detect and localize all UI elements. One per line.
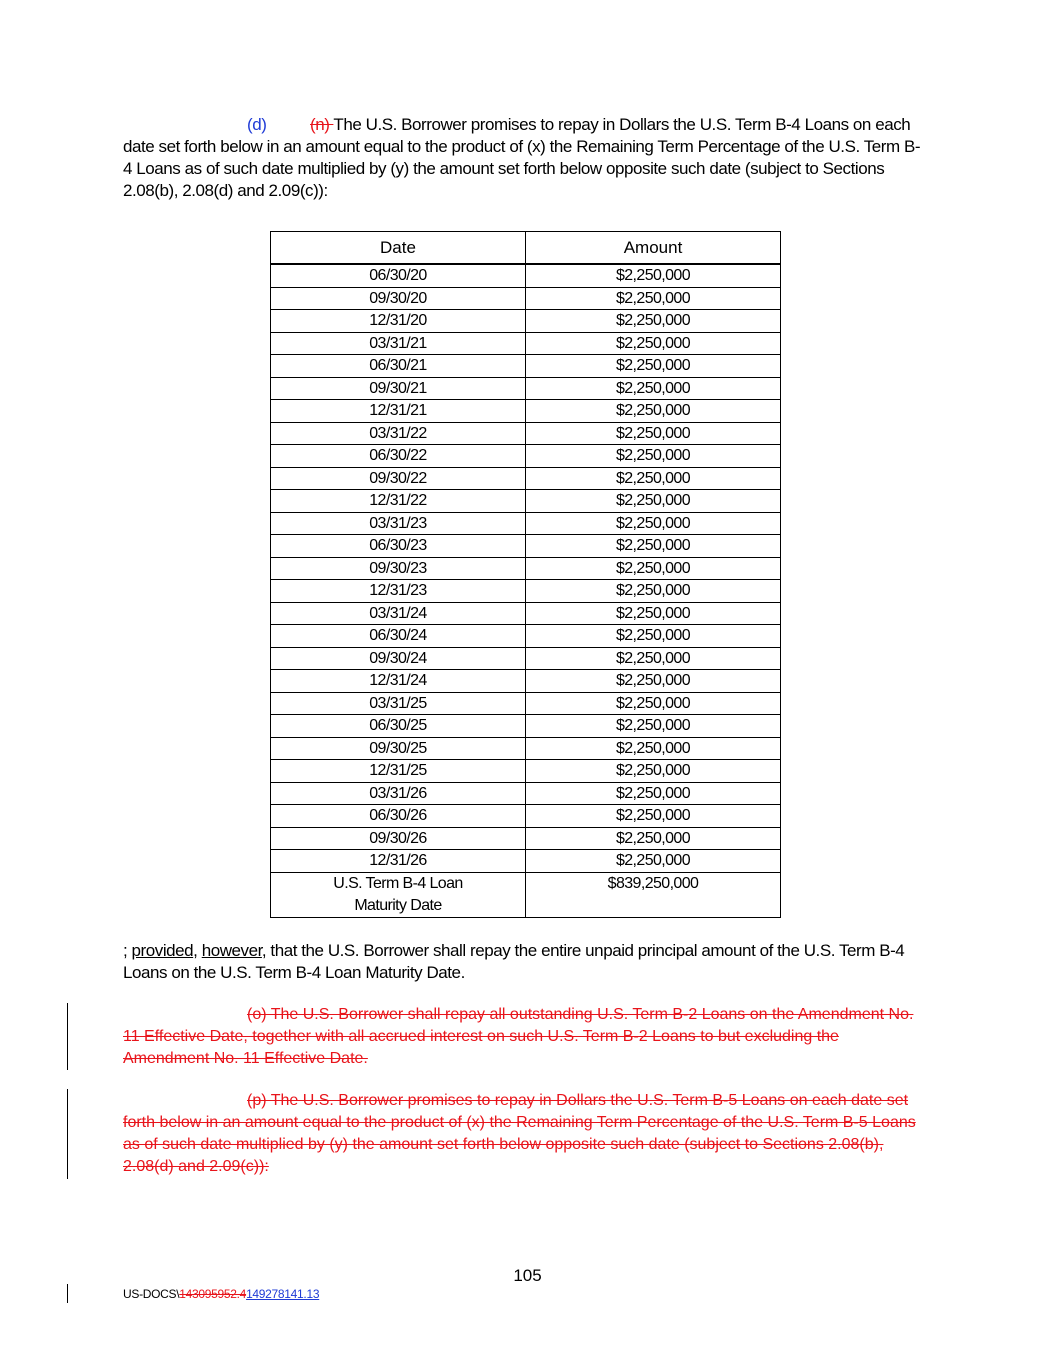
proviso-comma: ,: [193, 941, 202, 960]
table-row: [271, 625, 781, 648]
date-cell: 06/30/21: [271, 355, 526, 378]
date-cell: 06/30/26: [271, 805, 526, 828]
proviso-text: , that the U.S. Borrower shall repay the entire unpaid principal amount of the U.S. Term B-4 Loans on the U.S. Term B-4 Loan Maturity Date.: [123, 941, 905, 982]
change-bar: [67, 1003, 68, 1070]
date-cell: 12/31/25: [271, 760, 526, 783]
date-cell: 09/30/26: [271, 827, 526, 850]
table-row: [271, 602, 781, 625]
amount-cell: $2,250,000: [526, 625, 781, 648]
table-row: [271, 287, 781, 310]
table-row: [271, 827, 781, 850]
amount-cell: $2,250,000: [526, 692, 781, 715]
table-row: [271, 580, 781, 603]
amount-cell: $2,250,000: [526, 287, 781, 310]
date-cell: 06/30/23: [271, 535, 526, 558]
amount-column-header: Amount: [526, 232, 781, 265]
amount-cell: $2,250,000: [526, 355, 781, 378]
amount-cell: $2,250,000: [526, 512, 781, 535]
maturity-row: [271, 872, 781, 917]
maturity-date-line2: Maturity Date: [354, 896, 442, 914]
table-row: [271, 692, 781, 715]
table-row: [271, 445, 781, 468]
date-cell: 03/31/24: [271, 602, 526, 625]
amount-cell: $2,250,000: [526, 377, 781, 400]
maturity-date-line1: U.S. Term B-4 Loan: [333, 874, 463, 892]
table-header-row: [271, 232, 781, 265]
table-row: [271, 355, 781, 378]
table-row: [271, 805, 781, 828]
amount-cell: $2,250,000: [526, 647, 781, 670]
amount-cell: $2,250,000: [526, 332, 781, 355]
amount-cell: $2,250,000: [526, 400, 781, 423]
table-row: [271, 264, 781, 287]
table-row: [271, 715, 781, 738]
table-row: [271, 782, 781, 805]
date-cell: 09/30/24: [271, 647, 526, 670]
date-cell: 06/30/25: [271, 715, 526, 738]
date-column-header: Date: [271, 232, 526, 265]
footer-deleted-id: 143095952.4: [179, 1287, 247, 1301]
table-row: [271, 332, 781, 355]
paragraph-d-text: The U.S. Borrower promises to repay in Dollars the U.S. Term B-4 Loans on each date set forth below in an amount equal to the product of (x) the Remaining Term Percentage of the U.S. Term B-4 Loans as of such date multiplied by (y) the amount set forth below opposite such date (subject to Sections 2.08(b), 2.08(d) and 2.09(c)):: [123, 115, 921, 200]
date-cell: 09/30/25: [271, 737, 526, 760]
date-cell: 03/31/22: [271, 422, 526, 445]
table-body: [271, 264, 781, 917]
proviso-paragraph: [123, 940, 928, 984]
amount-cell: $2,250,000: [526, 490, 781, 513]
repayment-schedule-table: [270, 231, 781, 918]
amount-cell: $2,250,000: [526, 805, 781, 828]
amount-cell: $2,250,000: [526, 760, 781, 783]
amount-cell: $2,250,000: [526, 264, 781, 287]
table-row: [271, 557, 781, 580]
maturity-amount-cell: $839,250,000: [526, 872, 781, 917]
amount-cell: $2,250,000: [526, 310, 781, 333]
footer-prefix: US-DOCS\: [123, 1287, 180, 1301]
however-term: however: [201, 941, 262, 960]
change-bar: [67, 1089, 68, 1179]
date-cell: 12/31/26: [271, 850, 526, 873]
date-cell: 03/31/25: [271, 692, 526, 715]
table-row: [271, 512, 781, 535]
date-cell: 09/30/23: [271, 557, 526, 580]
table-row: [271, 670, 781, 693]
change-bar: [67, 1284, 68, 1303]
date-cell: 06/30/24: [271, 625, 526, 648]
amount-cell: $2,250,000: [526, 467, 781, 490]
amount-cell: $2,250,000: [526, 670, 781, 693]
date-cell: 03/31/23: [271, 512, 526, 535]
table-row: [271, 310, 781, 333]
amount-cell: $2,250,000: [526, 557, 781, 580]
date-cell: 12/31/21: [271, 400, 526, 423]
document-id-footer: [123, 1287, 319, 1301]
amount-cell: $2,250,000: [526, 715, 781, 738]
date-cell: 09/30/20: [271, 287, 526, 310]
table-row: [271, 422, 781, 445]
table-row: [271, 467, 781, 490]
date-cell: 06/30/22: [271, 445, 526, 468]
deleted-paragraph-o-text: (o) The U.S. Borrower shall repay all outstanding U.S. Term B-2 Loans on the Amendment No. 11 Effective Date, together with all accrued interest on such U.S. Term B-2 Loans to but excluding the Amendment No. 11 Effective Date.: [123, 1006, 914, 1067]
deleted-paragraph-p: [123, 1090, 928, 1178]
page-number: 105: [513, 1266, 542, 1285]
table-row: [271, 647, 781, 670]
date-cell: 09/30/21: [271, 377, 526, 400]
table-row: [271, 490, 781, 513]
date-cell: 09/30/22: [271, 467, 526, 490]
table-row: [271, 400, 781, 423]
deleted-paragraph-p-text: (p) The U.S. Borrower promises to repay in Dollars the U.S. Term B-5 Loans on each date set forth below in an amount equal to the product of (x) the Remaining Term Percentage of the U.S. Term B-5 Loans as of such date multiplied by (y) the amount set forth below opposite such date (subject to Sections 2.08(b), 2.08(d) and 2.09(c)):: [123, 1092, 916, 1175]
date-cell: 12/31/20: [271, 310, 526, 333]
date-cell: 03/31/21: [271, 332, 526, 355]
amount-cell: $2,250,000: [526, 737, 781, 760]
table-row: [271, 850, 781, 873]
deleted-paragraph-o: [123, 1004, 928, 1070]
amount-cell: $2,250,000: [526, 602, 781, 625]
date-cell: 12/31/22: [271, 490, 526, 513]
footer-inserted-id: 149278141.13: [246, 1287, 320, 1301]
provided-term: provided: [131, 941, 194, 960]
amount-cell: $2,250,000: [526, 827, 781, 850]
maturity-date-cell: [271, 872, 526, 917]
date-cell: 12/31/24: [271, 670, 526, 693]
amount-cell: $2,250,000: [526, 782, 781, 805]
table-row: [271, 760, 781, 783]
amount-cell: $2,250,000: [526, 445, 781, 468]
date-cell: 12/31/23: [271, 580, 526, 603]
repayment-paragraph-d: [123, 114, 928, 202]
table-row: [271, 737, 781, 760]
paragraph-marker-inserted: (d): [247, 115, 267, 134]
amount-cell: $2,250,000: [526, 535, 781, 558]
table-row: [271, 535, 781, 558]
amount-cell: $2,250,000: [526, 580, 781, 603]
date-cell: 06/30/20: [271, 264, 526, 287]
proviso-prefix: ;: [123, 941, 132, 960]
paragraph-marker-deleted: (n): [310, 115, 334, 134]
amount-cell: $2,250,000: [526, 850, 781, 873]
amount-cell: $2,250,000: [526, 422, 781, 445]
date-cell: 03/31/26: [271, 782, 526, 805]
table-row: [271, 377, 781, 400]
